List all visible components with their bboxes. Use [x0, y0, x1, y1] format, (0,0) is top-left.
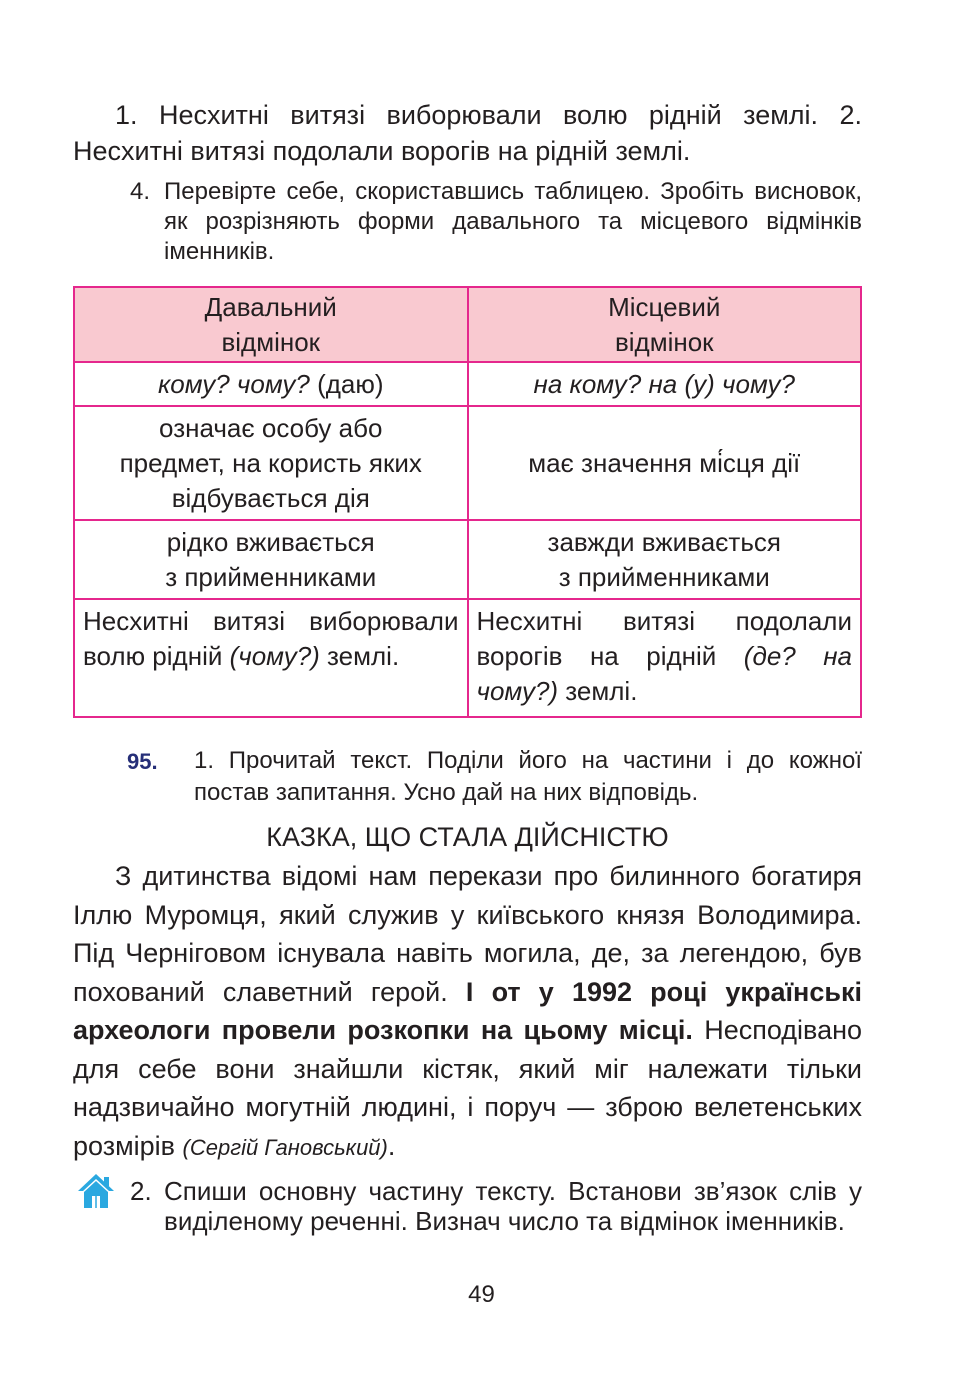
exercise-95-instruction: 1. Прочитай текст. Поділи його на частини і до кожної постав запитання. Усно дай на них відповідь. — [194, 747, 862, 806]
table-row-questions — [74, 362, 861, 406]
header-locative: Місцевий відмінок — [468, 287, 862, 362]
cell-dative-questions: кому? чому? (даю) — [74, 362, 468, 406]
task-4-number: 4. — [130, 178, 151, 205]
task-sentences-paragraph: 1. Несхитні витязі виборювали волю рідній землі. 2. Несхитні витязі подолали ворогів на рідній землі. — [73, 100, 862, 166]
cell-dative-meaning: означає особу або предмет, на користь яких відбувається дія — [74, 406, 468, 520]
page-number: 49 — [468, 1281, 495, 1308]
cell-dative-prepositions: рідко вживається з прийменниками — [74, 520, 468, 599]
story-title: КАЗКА, ЩО СТАЛА ДІЙСНІСТЮ — [266, 822, 669, 852]
task-2-number: 2. — [130, 1176, 152, 1206]
header-dative: Давальний відмінок — [74, 287, 468, 362]
cell-dative-example: Несхитні витязі виборювали волю рідній (чому?) землі. — [74, 599, 468, 717]
table-header-row — [74, 287, 861, 362]
table-row-examples — [74, 599, 861, 717]
table-row-meaning — [74, 406, 861, 520]
cases-comparison-table — [73, 286, 862, 718]
home-icon — [76, 1171, 116, 1211]
cell-locative-prepositions: завжди вживається з прийменниками — [468, 520, 862, 599]
cell-locative-meaning: має значення мі́сця дії — [468, 406, 862, 520]
story-text: З дитинства відомі нам перекази про билинного богатиря Іллю Муромця, який служив у київського князя Володимира. Під Черніговом існувала навіть могила, де, за легендою, був похований славетний герой. І от у 1992 році українські археологи провели розкопки на цьому місці. Несподівано для себе вони знайшли кістяк, який міг належати тільки надзвичайно могутній людині, і поруч — зброю велетенських розмірів (Сергій Гановський). — [73, 861, 863, 1161]
cell-locative-questions: на кому? на (у) чому? — [468, 362, 862, 406]
table-row-prepositions — [74, 520, 861, 599]
exercise-95-number: 95. — [127, 749, 158, 774]
task-2-text: Спиши основну частину тексту. Встанови зв’язок слів у виділеному реченні. Визнач число та відмінок іменників. — [164, 1176, 862, 1236]
task-4-text: Перевірте себе, скориставшись таблицею. Зробіть висновок, як розрізняють форми давального та місцевого відмінків іменників. — [164, 178, 862, 265]
highlighted-sentence: І от у 1992 році українські археологи провели розкопки на цьому місці. — [73, 976, 862, 1045]
story-author: (Сергій Гановський) — [182, 1134, 388, 1160]
cell-locative-example: Несхитні витязі подолали ворогів на рідній (де? на чому?) землі. — [468, 599, 862, 717]
